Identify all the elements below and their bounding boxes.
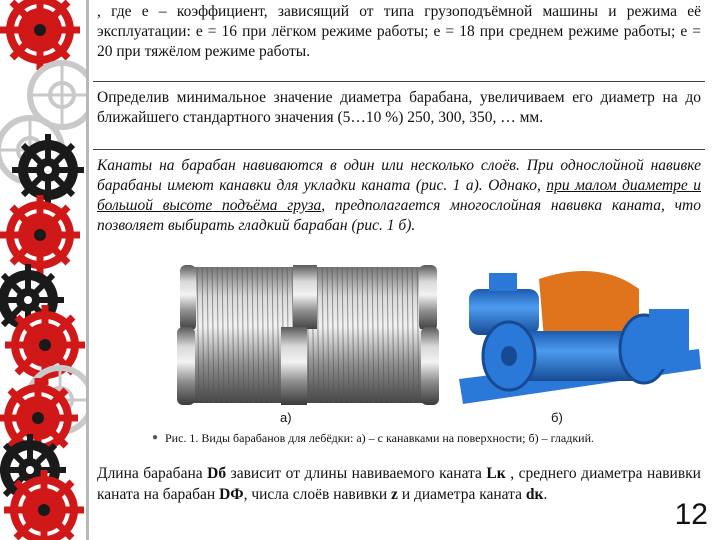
drum-length-text-6: . xyxy=(543,486,548,503)
var-rope-diameter: dк xyxy=(525,486,544,503)
paragraph-winding xyxy=(93,154,705,258)
winding-text-underlined: при малом диаметре и большой высоте подъёма груза xyxy=(97,177,702,214)
drum-length-text-3: , среднего диаметра навивки каната на барабан xyxy=(97,465,701,503)
paragraph-diameter: Определив минимальное значение диаметра барабана, увеличиваем его диаметр на до ближайшего стандартного значения (5…10 %) 250, 300, 350, … мм. xyxy=(93,86,705,150)
figure-label-b: б) xyxy=(551,410,563,425)
var-layers: z xyxy=(391,486,398,503)
figure-caption: Рис. 1. Виды барабанов для лебёдки: а) – с канавками на поверхности; б) – гладкий. xyxy=(165,431,595,445)
drum-length-text-5: и диаметра каната xyxy=(397,486,526,503)
grooved-drums-photo xyxy=(175,259,442,409)
winding-text-end: , предполагается многослойная навивка каната, что позволяет выбирать гладкий барабан (рис. 1 б). xyxy=(97,197,701,234)
winding-text-start: Канаты на барабан навиваются в один или несколько слоёв. При однослойной навивке барабаны имеют канавки для укладки каната (рис. 1 а). Однако, xyxy=(97,157,701,194)
drum-length-text-1: Длина барабана xyxy=(97,465,208,482)
drum-length-text-2: зависит от длины навиваемого каната xyxy=(226,465,487,482)
drum-length-text-4: , числа слоёв навивки xyxy=(243,486,392,503)
figure-label-a: а) xyxy=(280,410,292,425)
page-number: 12 xyxy=(674,498,708,531)
var-mean-diameter: DФ xyxy=(219,486,244,503)
gear-pattern-graphic xyxy=(0,0,88,540)
smooth-drum-winch-photo xyxy=(449,259,705,409)
paragraph-coefficient: , где e – коэффициент, зависящий от типа грузоподъёмной машины и режима её эксплуатации: e = 16 при лёгком режиме работы; e = 18 при среднем режиме работы; e = 20 при тяжёлом режиме работы. xyxy=(93,0,705,82)
decorative-gear-strip xyxy=(0,0,88,540)
var-rope-length: Lк xyxy=(486,465,506,482)
divider-line xyxy=(86,0,89,540)
bullet-icon: ● xyxy=(152,432,159,443)
paragraph-drum-length xyxy=(93,463,705,505)
var-drum-diameter: Dб xyxy=(207,465,227,482)
